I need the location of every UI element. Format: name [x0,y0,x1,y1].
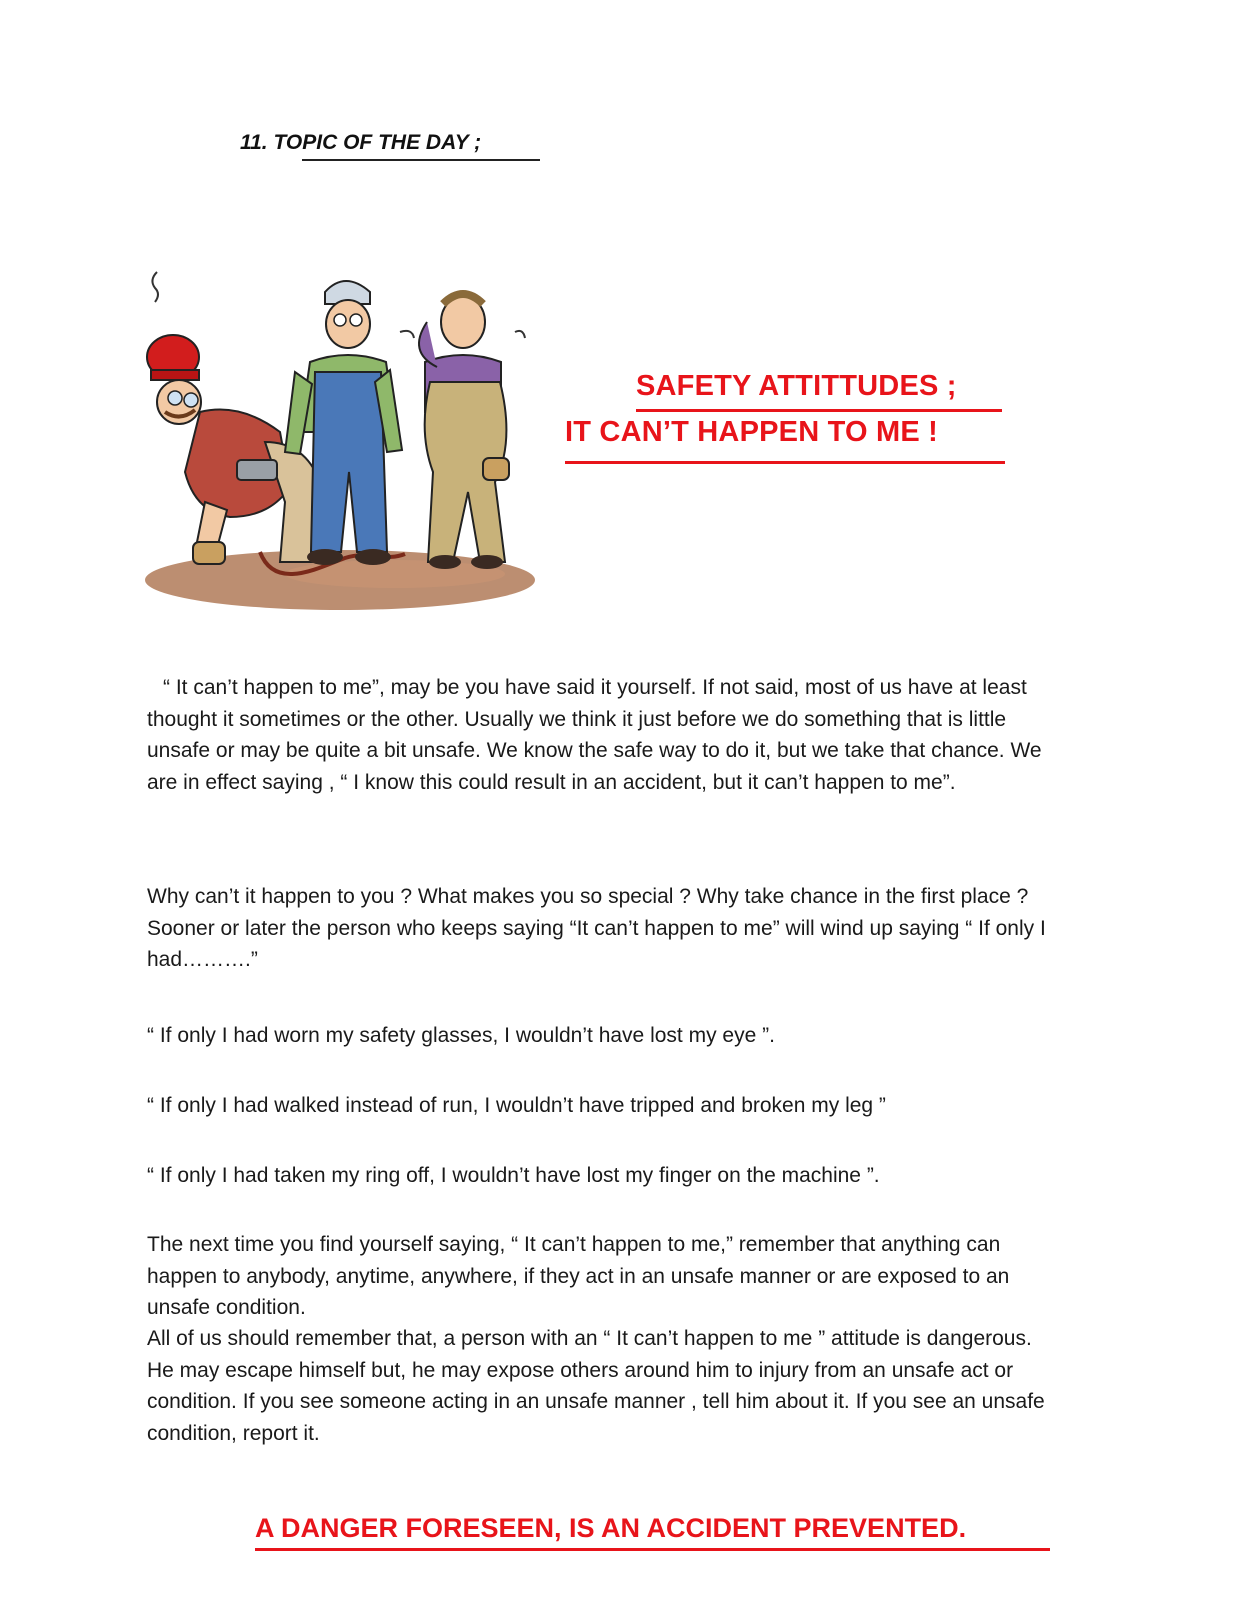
paragraph-remember: All of us should remember that, a person with an “ It can’t happen to me ” attitude is dangerous. He may escape himself but, he may expose others around him to injury from an unsafe act or condition. If you see someone acting in an unsafe manner , tell him about it. If you see an unsafe condition, report it. [147,1327,1045,1445]
footer-slogan: A DANGER FORESEEN, IS AN ACCIDENT PREVENTED. [255,1513,967,1543]
example-ring: “ If only I had taken my ring off, I wouldn’t have lost my finger on the machine ”. [147,1164,880,1187]
example-walked: “ If only I had walked instead of run, I wouldn’t have tripped and broken my leg ” [147,1094,886,1117]
paragraph-why: Why can’t it happen to you ? What makes you so special ? Why take chance in the first place ? Sooner or later the person who keeps saying “It can’t happen to me” will wind up saying “ If only I had……….” [147,885,1046,971]
paragraph-intro [147,672,1057,798]
example-safety-glasses: “ If only I had worn my safety glasses, I wouldn’t have lost my eye ”. [147,1024,775,1047]
headline-title: SAFETY ATTITTUDES ; [636,370,957,402]
headline-title-underline [636,409,1002,412]
topic-underline [302,159,540,161]
paragraph-intro-text: “ It can’t happen to me”, may be you have said it yourself. If not said, most of us have at least thought it sometimes or the other. Usually we think it just before we do something that is little unsafe or may be quite a bit unsafe. We know the safe way to do it, but we take that chance. We are in effect saying , “ I know this could result in an accident, but it can’t happen to me”. [147,676,1042,794]
headline-subtitle: IT CAN’T HAPPEN TO ME ! [565,416,939,448]
topic-heading: 11. TOPIC OF THE DAY ; [240,131,482,154]
footer-underline [255,1548,1050,1551]
three-workers-cartoon-icon [145,262,545,622]
paragraph-next-time: The next time you find yourself saying, “ It can’t happen to me,” remember that anything can happen to anybody, anytime, anywhere, if they act in an unsafe manner or are exposed to an unsafe condition. [147,1233,1010,1319]
worker-right [400,294,525,569]
headline-subtitle-underline [565,461,1005,464]
